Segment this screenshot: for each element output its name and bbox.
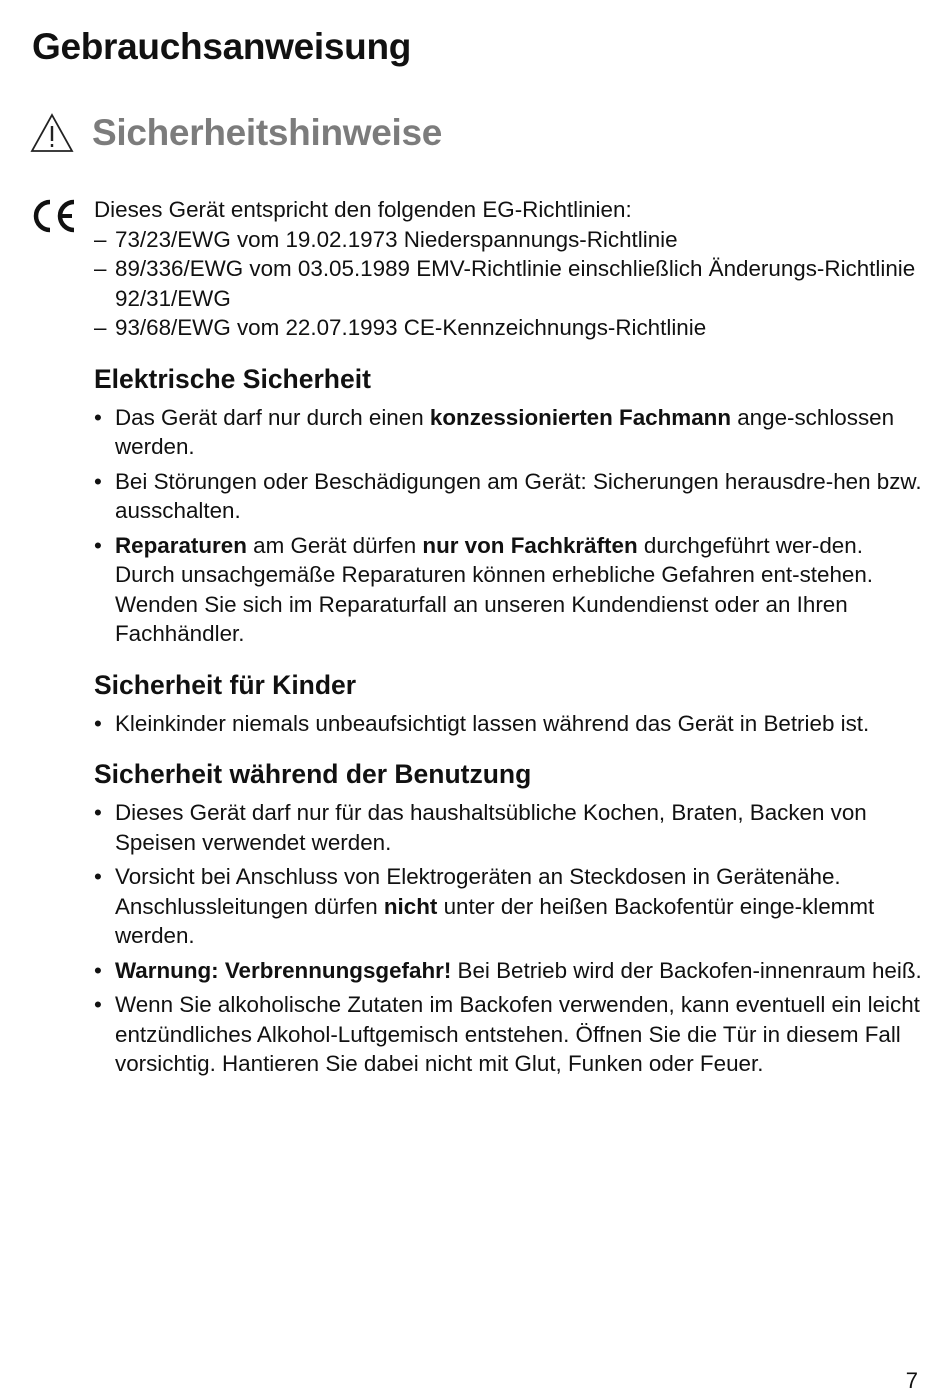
- electric-safety-heading: Elektrische Sicherheit: [94, 363, 371, 394]
- child-safety-heading: Sicherheit für Kinder: [94, 669, 357, 700]
- page-title: Gebrauchsanweisung: [32, 26, 412, 67]
- ce-mark-icon: [30, 198, 78, 234]
- list-item: • Das Gerät darf nur durch einen konzessionierten Fachmann ange-schlossen werden.: [94, 403, 924, 462]
- directive-list: [94, 225, 924, 343]
- ce-intro: Dieses Gerät entspricht den folgenden EG-Richtlinien:: [94, 197, 632, 222]
- page-number: 7: [905, 1368, 918, 1393]
- warning-triangle-icon: [30, 112, 74, 154]
- directive-item: – 93/68/EWG vom 22.07.1993 CE-Kennzeichnungs-Richtlinie: [94, 313, 924, 343]
- directive-item: – 73/23/EWG vom 19.02.1973 Niederspannungs-Richtlinie: [94, 225, 924, 255]
- child-safety-list: [94, 709, 924, 739]
- section-header: [30, 112, 442, 154]
- usage-safety-list: [94, 798, 924, 1079]
- list-item: • Bei Störungen oder Beschädigungen am Gerät: Sicherungen herausdre-hen bzw. ausschalten.: [94, 467, 924, 526]
- list-item: • Reparaturen am Gerät dürfen nur von Fachkräften durchgeführt wer-den. Durch unsachgemäße Reparaturen können erhebliche Gefahren ent-stehen. Wenden Sie sich im Reparaturfall an unseren Kundendienst oder an Ihren Fachhändler.: [94, 531, 924, 649]
- directive-item: – 89/336/EWG vom 03.05.1989 EMV-Richtlinie einschließlich Änderungs-Richtlinie 92/31/EWG: [94, 254, 924, 313]
- list-item: • Dieses Gerät darf nur für das haushaltsübliche Kochen, Braten, Backen von Speisen verwendet werden.: [94, 798, 924, 857]
- section-title: Sicherheitshinweise: [92, 112, 443, 153]
- usage-safety-heading: Sicherheit während der Benutzung: [94, 759, 532, 789]
- electric-safety-list: [94, 403, 924, 649]
- list-item: • Kleinkinder niemals unbeaufsichtigt lassen während das Gerät in Betrieb ist.: [94, 709, 924, 739]
- list-item: • Warnung: Verbrennungsgefahr! Bei Betrieb wird der Backofen-innenraum heiß.: [94, 956, 924, 986]
- list-item: • Vorsicht bei Anschluss von Elektrogeräten an Steckdosen in Gerätenähe. Anschlussleitungen dürfen nicht unter der heißen Backofentür einge-klemmt werden.: [94, 862, 924, 951]
- list-item: • Wenn Sie alkoholische Zutaten im Backofen verwenden, kann eventuell ein leicht entzündliches Alkohol-Luftgemisch entstehen. Öffnen Sie die Tür in diesem Fall vorsichtig. Hantieren Sie dabei nicht mit Glut, Funken oder Feuer.: [94, 990, 924, 1079]
- main-content: [94, 195, 924, 1084]
